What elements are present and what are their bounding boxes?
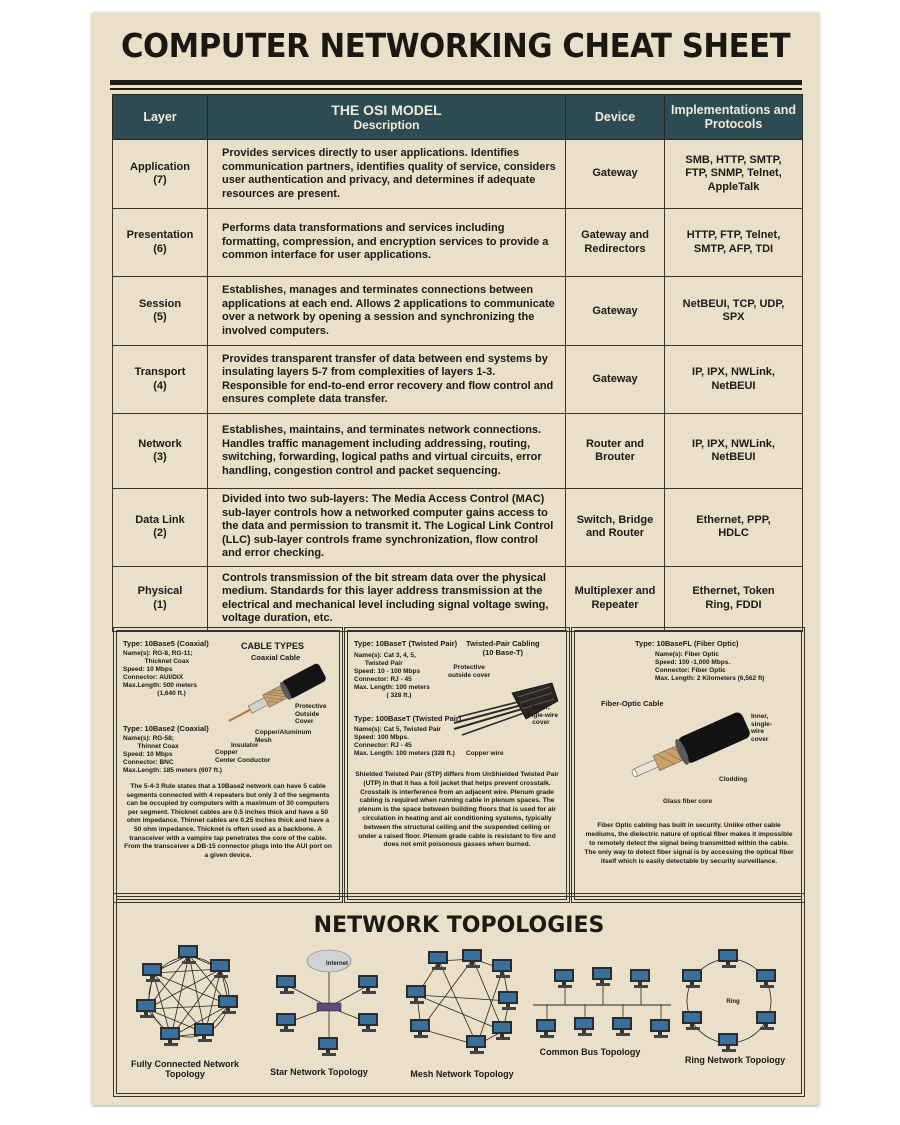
osi-device-cell: Router and Brouter	[566, 414, 665, 488]
computer-icon	[178, 945, 198, 964]
osi-layer-number: (7)	[153, 174, 167, 187]
osi-table-body	[113, 140, 803, 632]
osi-protocols-cell: IP, IPX, NWLink, NetBEUI	[665, 346, 803, 414]
computer-icon	[492, 959, 512, 978]
osi-layer-name: Physical	[137, 585, 183, 598]
osi-layer-number: (5)	[153, 311, 167, 324]
osi-device-cell: Gateway	[566, 140, 665, 209]
osi-layer-number: (1)	[153, 598, 167, 611]
osi-row	[113, 566, 803, 631]
topology-link	[439, 961, 477, 1045]
computer-icon	[756, 1011, 776, 1030]
computer-icon	[466, 1035, 486, 1054]
osi-description-cell: Provides transparent transfer of data between end systems by insulating layers 5-7 from complexities of layers 1-3. Responsible for end-to-end error recovery and flow control and ensures complete data transfer.	[208, 346, 566, 414]
computer-icon	[554, 969, 574, 988]
computer-icon	[136, 999, 156, 1018]
cheat-sheet-poster	[92, 12, 819, 1105]
computer-icon	[592, 967, 612, 986]
coax-label-outside-cover: Protective Outside Cover	[295, 703, 327, 725]
osi-model-table	[112, 94, 803, 632]
computer-icon	[718, 1033, 738, 1052]
osi-layer-name: Transport	[134, 366, 186, 379]
coax-label-insulator: Insulator	[231, 742, 259, 749]
osi-row	[113, 414, 803, 488]
fiber-label-glass-core: Glass fiber core	[663, 798, 713, 805]
osi-description-cell: Establishes, manages and terminates connections between applications at each end. Allows 2 applications to communicate over a network by opening a session and synchronizing the involved computers.	[208, 277, 566, 346]
tp-label-inner-cover: Inner, single-wire cover	[524, 704, 558, 726]
osi-description-cell: Performs data transformations and services including formatting, compression, and encryption services to provide a common interface for user applications.	[208, 209, 566, 277]
osi-protocols-cell: Ethernet, Token Ring, FDDI	[665, 566, 803, 631]
osi-description-cell: Controls transmission of the bit stream data over the physical medium. Standards for this layer address transmission at the electrical and mechanical level including signal voltage swing, voltage duration, etc.	[208, 566, 566, 631]
computer-icon	[210, 959, 230, 978]
header-osi-model	[208, 95, 566, 140]
osi-layer-cell	[113, 414, 208, 488]
coax-specs-10base2: Name(s): RG-58; Thinnet Coax Speed: 10 Mbps Connector: BNC Max.Length: 185 meters (607 ft.)	[123, 735, 222, 774]
osi-device-cell: Switch, Bridge and Router	[566, 488, 665, 566]
internet-cloud-label: Internet	[325, 961, 348, 967]
osi-protocols-cell: HTTP, FTP, Telnet, SMTP, AFP, TDI	[665, 209, 803, 277]
computer-icon	[142, 963, 162, 982]
osi-device-cell: Gateway and Redirectors	[566, 209, 665, 277]
osi-layer-cell	[113, 277, 208, 346]
computer-icon	[682, 969, 702, 988]
computer-icon	[630, 969, 650, 988]
tp-specs-100baset: Name(s): Cat 5, Twisted Pair Speed: 100 Mbps. Connector: RJ - 45 Max. Length: 100 meters (328 ft.)	[354, 726, 455, 757]
osi-layer-number: (4)	[153, 379, 167, 392]
fiber-label-cladding: Clodding	[719, 776, 748, 783]
osi-layer-number: (6)	[153, 242, 167, 255]
fiber-specs: Name(s): Fiber Optic Speed: 100 -1,000 Mbps. Connector: Fiber Optic Max. Length: 2 Kilometers (6,562 ft)	[655, 651, 765, 682]
coax-type-10base5: Type: 10Base5 (Coaxial)	[123, 639, 209, 648]
computer-icon	[650, 1019, 670, 1038]
tp-label-outside-cover: Protective outside cover	[448, 664, 491, 679]
computer-icon	[574, 1017, 594, 1036]
coax-specs-10base5: Name(s): RG-8, RG-11; Thicknet Coax Speed: 10 Mbps Connector: AUI/DIX Max.Length: 500 meters (1,640 ft.)	[123, 650, 198, 697]
computer-icon	[218, 995, 238, 1014]
osi-row	[113, 277, 803, 346]
tp-heading: Twisted-Pair Cabling (10 Base-T)	[466, 639, 540, 657]
header-description: Description	[353, 118, 420, 132]
tp-notes: Shielded Twisted Pair (STP) differs from UnShielded Twisted Pair (UTP) in that it has a foil jacket that helps prevent crosstalk. Crosstalk is interference from an adjacent wire. Plenum grade cabling is required when running cable in plenum spaces. The plenum is the space between building floors that is used for air circulation in heating and air conditioning systems, typically between the structural ceiling and the suspended ceiling or under a raised floor. Plenum grade cable is resistant to fire and does not emit poisonous gasses when burned.	[355, 771, 559, 849]
osi-layer-name: Session	[138, 297, 182, 310]
coax-notes: The 5-4-3 Rule states that a 10Base2 network can have 5 cable segments connected with 4 repeaters but only 3 of the segments can be occupied by computers with a maximum of 30 computers per segment. Thicknet cables are 0.5 inches thick and have a 50 ohm impedance. Thinnet cables are 0.25 inches thick and have a 50 ohm impedance. Thicknet is often used as a backbone. A transceiver with a vampire tap penetrates the core of the cable. From the transceiver a DB-15 connector plugs into the AUI port on a given device.	[124, 783, 332, 859]
computer-icon	[536, 1019, 556, 1038]
twisted-pair-panel	[347, 630, 567, 900]
title-rule-thick	[110, 80, 802, 85]
topology-link	[147, 1005, 229, 1009]
header-layer: Layer	[113, 95, 208, 140]
computer-icon	[612, 1017, 632, 1036]
computer-icon	[428, 951, 448, 970]
hub-switch-icon	[317, 1003, 341, 1011]
osi-layer-cell	[113, 209, 208, 277]
ring-center-label: Ring	[726, 999, 740, 1005]
osi-row	[113, 346, 803, 414]
osi-layer-cell	[113, 346, 208, 414]
computer-icon	[410, 1019, 430, 1038]
computer-icon	[160, 1027, 180, 1046]
osi-header-row	[113, 95, 803, 140]
header-implementations: Implementations and Protocols	[665, 95, 803, 140]
computer-icon	[498, 991, 518, 1010]
fiber-label-inner-cover: Inner, single- wire cover	[751, 713, 772, 743]
osi-layer-cell	[113, 140, 208, 209]
osi-protocols-cell: NetBEUI, TCP, UDP, SPX	[665, 277, 803, 346]
computer-icon	[756, 969, 776, 988]
coaxial-cable-label: Coaxial Cable	[251, 653, 301, 662]
computer-icon	[318, 1037, 338, 1056]
osi-layer-number: (3)	[153, 451, 167, 463]
fiber-notes: Fiber Optic cabling has built in security. Unlike other cable mediums, the dielectric nature of optical fiber makes it impossible to remotely detect the signal being transmitted within the cable. The only way to detect fiber signal is by accessing the optical fiber itself which is easily detectable by security surveillance.	[584, 822, 794, 865]
osi-row	[113, 488, 803, 566]
fiber-optic-panel	[574, 630, 802, 900]
topology-label-mesh: Mesh Network Topology	[410, 1069, 514, 1079]
computer-icon	[492, 1021, 512, 1040]
osi-layer-name: Data Link	[135, 513, 185, 526]
tp-specs-10baset: Name(s): Cat 3, 4, 5, Twisted Pair Speed: 10 - 100 Mbps Connector: RJ - 45 Max. Length: 100 meters ( 328 ft.)	[354, 652, 430, 699]
title-rule-thin	[110, 88, 802, 90]
osi-device-cell: Gateway	[566, 346, 665, 414]
osi-layer-name: Network	[138, 437, 182, 450]
osi-device-cell: Multiplexer and Repeater	[566, 566, 665, 631]
osi-row	[113, 209, 803, 277]
computer-icon	[682, 1011, 702, 1030]
computer-icon	[718, 949, 738, 968]
fiber-cable-label: Fiber-Optic Cable	[601, 699, 664, 708]
fiber-type: Type: 10BaseFL (Fiber Optic)	[635, 639, 739, 648]
topologies-heading: NETWORK TOPOLOGIES	[313, 913, 605, 938]
cable-types-heading: CABLE TYPES	[241, 641, 305, 651]
page-title: COMPUTER NETWORKING CHEAT SHEET	[120, 26, 791, 65]
topology-label-ring: Ring Network Topology	[684, 1055, 786, 1065]
topology-link	[417, 995, 509, 1001]
coaxial-cable-panel	[116, 630, 340, 900]
tp-label-copper-wire: Copper wire	[466, 750, 504, 757]
computer-icon	[194, 1023, 214, 1042]
osi-layer-name: Presentation	[126, 229, 194, 242]
topology-label-fully-connected: Fully Connected Network Topology	[130, 1059, 239, 1079]
osi-description-cell: Provides services directly to user applications. Identifies communication partners, identifies quality of service, considers user authentication and privacy, and determines if adequate resources are present.	[208, 140, 566, 209]
computer-icon	[276, 975, 296, 994]
osi-layer-cell	[113, 566, 208, 631]
network-topologies-panel	[116, 896, 802, 1094]
tp-type-10baset: Type: 10BaseT (Twisted Pair)	[354, 639, 458, 648]
osi-protocols-cell: IP, IPX, NWLink, NetBEUI	[665, 414, 803, 488]
computer-icon	[406, 985, 426, 1004]
computer-icon	[358, 1013, 378, 1032]
osi-layer-cell	[113, 488, 208, 566]
coax-label-mesh: Copper/Aluminum Mesh	[255, 729, 312, 744]
osi-row	[113, 140, 803, 209]
osi-protocols-cell: SMB, HTTP, SMTP, FTP, SNMP, Telnet, AppleTalk	[665, 140, 803, 209]
coax-type-10base2: Type: 10Base2 (Coaxial)	[123, 724, 209, 733]
computer-icon	[358, 975, 378, 994]
coax-label-center-conductor: Copper Center Conductor	[215, 749, 271, 764]
topology-label-star: Star Network Topology	[270, 1067, 368, 1077]
osi-layer-name: Application	[130, 160, 190, 173]
computer-icon	[462, 949, 482, 968]
osi-protocols-cell: Ethernet, PPP, HDLC	[665, 488, 803, 566]
topology-label-bus: Common Bus Topology	[539, 1047, 641, 1057]
osi-layer-number: (2)	[153, 527, 167, 540]
osi-device-cell: Gateway	[566, 277, 665, 346]
tp-type-100baset: Type: 100BaseT (Twisted Pair)	[354, 714, 462, 723]
header-device: Device	[566, 95, 665, 140]
osi-description-cell: Establishes, maintains, and terminates network connections. Handles traffic management including addressing, routing, switching, forwarding, logical paths and virtual circuits, error handling, congestion control and packet sequencing.	[208, 414, 566, 488]
osi-description-cell: Divided into two sub-layers: The Media Access Control (MAC) sub-layer controls how a networked computer gains access to the data and permission to transmit it. The Logical Link Control (LLC) sub-layer controls frame synchronization, flow control and error checking.	[208, 488, 566, 566]
osi-model-title: THE OSI MODEL	[331, 102, 442, 118]
computer-icon	[276, 1013, 296, 1032]
